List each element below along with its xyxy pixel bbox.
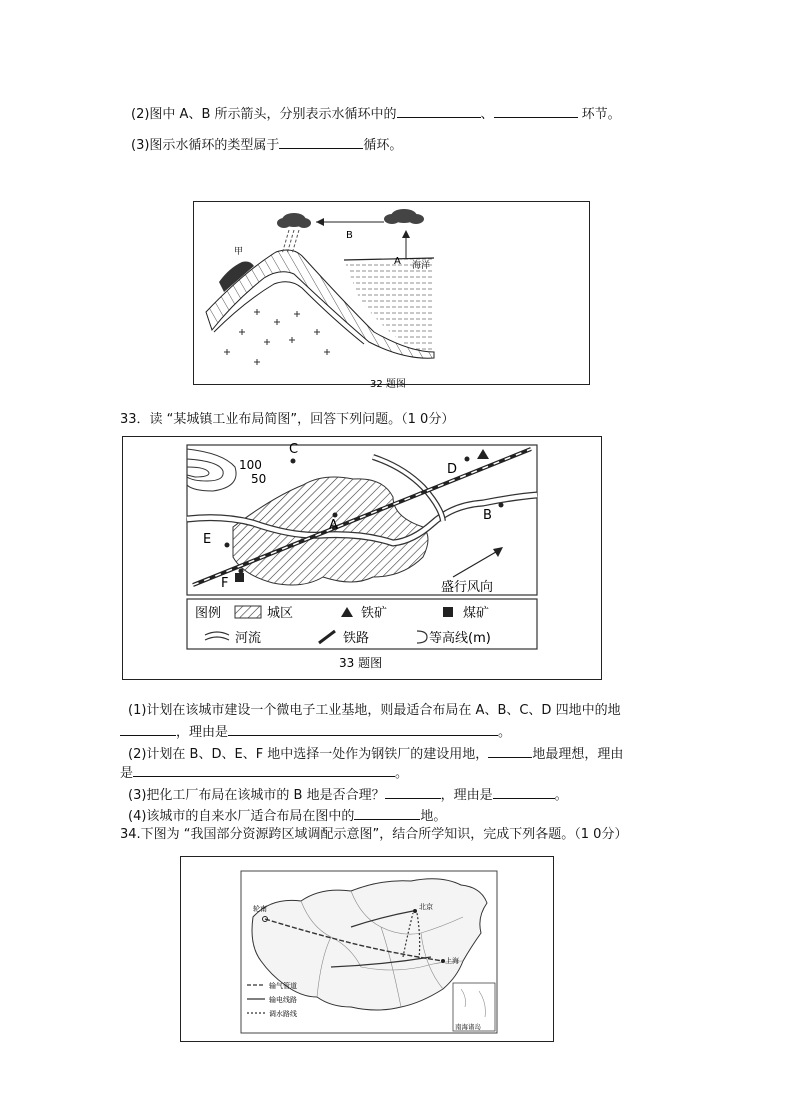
point-d-label: D — [447, 462, 458, 477]
q33-sub4-text: (4)该城市的自来水厂适合布局在图中的 — [128, 809, 355, 824]
granite-symbols — [224, 309, 330, 365]
china-map-diagram — [181, 857, 553, 1041]
contour-100-label: 100 — [239, 458, 262, 472]
q32-part3-text: (3)图示水循环的类型属于 — [131, 138, 280, 153]
q33-sub1-end: 。 — [498, 725, 512, 740]
q33-sub2 — [128, 743, 623, 764]
q33-sub3 — [128, 784, 568, 805]
q33-sub2-shi: 是 — [120, 766, 134, 781]
legend-coal: 煤矿 — [463, 606, 490, 621]
q34-title: 34.下图为 “我国部分资源跨区域调配示意图”，结合所学知识，完成下列各题。（1 0分） — [120, 827, 628, 842]
cloud-icon — [277, 213, 311, 228]
q33-sub1-cont — [120, 721, 511, 742]
q33-title: 33．读 “某城镇工业布局简图”，回答下列问题。（1 0分） — [120, 412, 455, 427]
city-shanghai-label: 上海 — [445, 957, 459, 965]
contour-50-label: 50 — [251, 472, 267, 486]
legend-water: 调水路线 — [269, 1010, 297, 1018]
q33-sub2-cont — [120, 762, 408, 783]
q33-sub3-end: 。 — [554, 788, 568, 803]
q33-sub4 — [128, 805, 446, 826]
point-a-label: A — [329, 518, 338, 533]
china-resource-map — [180, 856, 554, 1042]
q32-part2-sep: 、 — [480, 107, 494, 122]
legend-gas: 输气管道 — [269, 982, 297, 990]
answer-blank[interactable] — [120, 721, 176, 736]
q33-sub3-reason: ，理由是 — [440, 788, 493, 803]
answer-blank[interactable] — [354, 805, 420, 820]
city-lunnan-label: 轮南 — [253, 905, 267, 913]
figure-caption: 33 题图 — [339, 656, 383, 670]
legend-city: 城区 — [267, 606, 294, 621]
q33-sub1-text: (1)计划在该城市建设一个微电子工业基地，则最适合布局在 A、B、C、D 四地中的地 — [128, 703, 621, 718]
point-b-label: B — [483, 508, 492, 523]
q33-sub2-reason: 地最理想，理由 — [532, 747, 624, 762]
town-industry-map — [122, 436, 602, 680]
legend-river: 河流 — [235, 631, 262, 646]
arrow-b-label: B — [346, 230, 353, 241]
figure-caption: 32 题图 — [370, 379, 406, 390]
sea-label: 海洋 — [412, 261, 431, 271]
jia-label: 甲 — [234, 247, 244, 257]
answer-blank[interactable] — [494, 103, 578, 118]
legend-contour: 等高线(m) — [429, 631, 491, 646]
wind-label: 盛行风向 — [441, 580, 494, 595]
q33-sub2-text: (2)计划在 B、D、E、F 地中选择一处作为钢铁厂的建设用地， — [128, 747, 489, 762]
water-cycle-figure — [193, 201, 590, 390]
answer-blank[interactable] — [493, 784, 555, 799]
answer-blank[interactable] — [228, 721, 498, 736]
point-f-label: F — [221, 576, 229, 591]
arrow-a-label: A — [394, 256, 401, 267]
point-c-label: C — [289, 442, 299, 457]
q33-sub4-end: 地。 — [420, 809, 447, 824]
q32-part2-text: (2)图中 A、B 所示箭头，分别表示水循环中的 — [131, 107, 397, 122]
q33-sub1-reason: ，理由是 — [176, 725, 229, 740]
q32-part2 — [131, 103, 621, 124]
q33-sub3-text: (3)把化工厂布局在该城市的 B 地是否合理？ — [128, 788, 385, 803]
city-beijing-label: 北京 — [419, 903, 433, 911]
q32-part3-end: 循环。 — [363, 138, 403, 153]
answer-blank[interactable] — [488, 743, 532, 758]
point-e-label: E — [203, 532, 212, 547]
water-cycle-diagram — [194, 202, 589, 390]
town-map-diagram — [123, 437, 601, 679]
inset-label: 南海诸岛 — [455, 1023, 481, 1031]
answer-blank[interactable] — [133, 762, 395, 777]
q33-sub1 — [128, 702, 621, 720]
answer-blank[interactable] — [385, 784, 441, 799]
answer-blank[interactable] — [279, 134, 363, 149]
legend-rail: 铁路 — [343, 631, 370, 646]
q32-part3 — [131, 134, 402, 155]
legend-iron: 铁矿 — [361, 606, 388, 621]
answer-blank[interactable] — [397, 103, 481, 118]
cloud-icon — [384, 209, 424, 224]
coal-mine-icon — [235, 573, 244, 582]
q32-part2-end: 环节。 — [577, 107, 621, 122]
legend-power: 输电线路 — [269, 996, 297, 1004]
legend-title: 图例 — [195, 606, 222, 621]
q33-sub2-end: 。 — [395, 766, 409, 781]
